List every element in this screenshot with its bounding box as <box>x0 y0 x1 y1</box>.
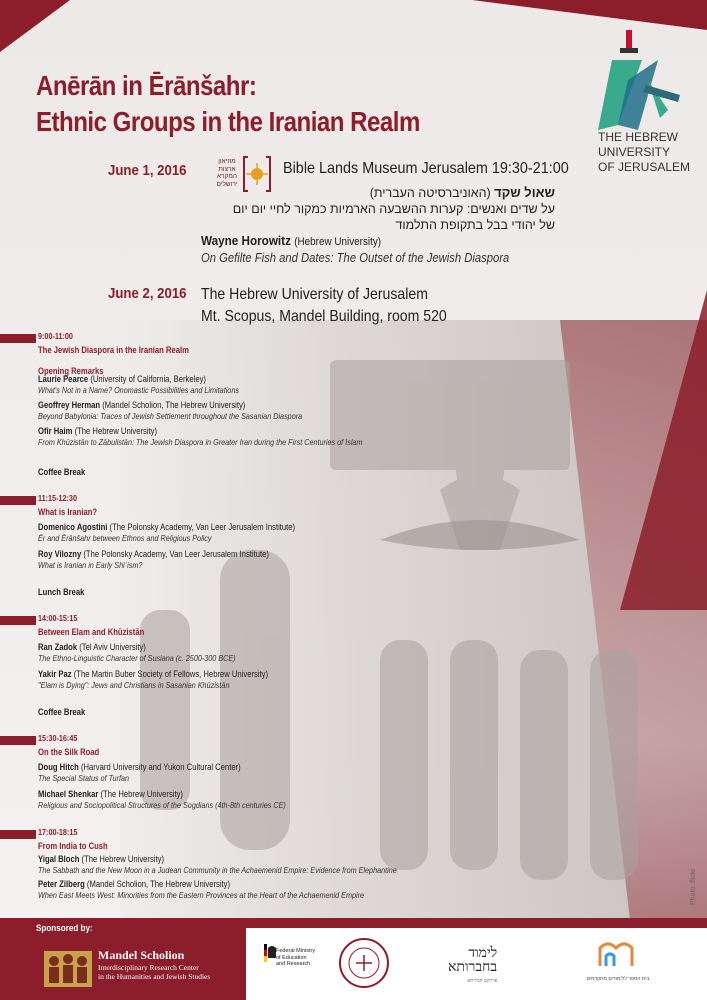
session-time: 17:00-18:15 <box>38 827 78 837</box>
day1-date: June 1, 2016 <box>108 162 187 179</box>
speaker-name: Domenico Agostini <box>38 522 108 532</box>
hebrew-university-name <box>598 130 690 175</box>
day1-venue: Bible Lands Museum Jerusalem 19:30-21:00 <box>283 160 569 177</box>
speaker <box>38 762 241 773</box>
corner-accent-left <box>0 0 70 52</box>
session-title: What is Iranian? <box>38 507 98 517</box>
day2-venue <box>201 284 447 328</box>
speaker <box>38 879 364 890</box>
speaker <box>38 549 269 560</box>
session-title: Between Elam and Khūzistān <box>38 627 145 637</box>
session-time: 11:15-12:30 <box>38 493 77 503</box>
speaker <box>38 789 286 800</box>
session-marker <box>0 496 36 505</box>
speaker <box>38 426 362 437</box>
photo-credit: Photo: flickr <box>690 868 697 905</box>
hebrew-talk-line-1: על שדים ואנשים: קערות ההשבעה הארמיות כמקור לחיי יום יום <box>232 202 555 216</box>
talk <box>38 854 397 876</box>
speaker-affiliation: (Harvard University and Yukon Cultural Center) <box>80 762 241 772</box>
speaker-name: Yakir Paz <box>38 669 72 679</box>
session-time: 9:00-11:00 <box>38 331 73 341</box>
speaker-affiliation: (Tel Aviv University) <box>79 642 146 652</box>
hu-line-2: UNIVERSITY <box>598 145 671 159</box>
hebrew-speaker-line <box>370 185 555 200</box>
mandel-name: Mandel Scholion <box>98 948 185 962</box>
session-time: 15:30-16:45 <box>38 733 78 743</box>
mandel-subtitle-1: Interdisciplinary Research Center <box>98 963 199 972</box>
speaker <box>38 669 268 680</box>
day1-affiliation: (Hebrew University) <box>294 236 382 248</box>
talk-title: "Elam is Dying": Jews and Christians in Sasanian Khūzistān <box>38 680 230 690</box>
hu-line-3: OF JERUSALEM <box>598 160 691 174</box>
title-line-2: Ethnic Groups in the Iranian Realm <box>36 106 420 137</box>
talk <box>38 400 302 422</box>
side-accent-band <box>540 290 707 610</box>
coffee-break: Coffee Break <box>38 707 86 717</box>
museum-logo-text: מוזיאון ארצות המקרא ירושלים <box>216 158 238 188</box>
session-marker <box>0 830 36 839</box>
coffee-break: Coffee Break <box>38 467 86 477</box>
speaker-name: Geoffrey Herman <box>38 400 101 410</box>
talk-title: Religious and Sociopolitical Structures of the Sogdians (4th-8th centuries CE) <box>38 800 286 810</box>
speaker <box>38 522 295 533</box>
speaker <box>38 400 302 411</box>
speaker-name: Roy Vilozny <box>38 549 82 559</box>
talk-title: The Ethno-Linguistic Character of Susiana (c. 2500-300 BCE) <box>38 653 236 663</box>
speaker-name: Doug Hitch <box>38 762 79 772</box>
talk-title: When East Meets West: Minorities from the Eastern Provinces at the Heart of the Achaemenid Empire <box>38 890 365 900</box>
talk-title: Ēr and Ērānšahr between Ethnos and Religious Policy <box>38 533 212 543</box>
talk <box>38 669 268 691</box>
mandel-scholion-logo <box>44 945 92 987</box>
day1-speaker: Wayne Horowitz <box>201 233 291 248</box>
day2-venue-line-2: Mt. Scopus, Mandel Building, room 520 <box>201 308 447 325</box>
talk-title: From Khūzistān to Zābulistān: The Jewish Diaspora in Greater Iran during the First Centuries of Islam <box>38 437 363 447</box>
advanced-studies-school-name: בית הספר ללימודים מתקדמים <box>586 976 650 982</box>
title-line-1: Anērān in Ērānšahr: <box>36 70 257 101</box>
speaker-affiliation: (The Martin Buber Society of Fellows, Hebrew University) <box>73 669 269 679</box>
talk <box>38 642 236 664</box>
day1-speaker-line <box>201 233 381 248</box>
speaker-affiliation: (University of California, Berkeley) <box>90 374 206 384</box>
limud-subtitle: פרויקט חברותא <box>467 979 498 984</box>
talk-title: What is Iranian in Early Shīʿism? <box>38 560 143 570</box>
lunch-break: Lunch Break <box>38 587 85 597</box>
talk <box>38 789 286 811</box>
speaker-affiliation: (Mandel Scholion, The Hebrew University) <box>102 400 246 410</box>
session-title: From India to Cush <box>38 841 108 851</box>
advanced-studies-school-logo <box>598 938 634 968</box>
hebrew-talk-line-2: של יהודי בבל בתקופת התלמוד <box>395 218 555 232</box>
speaker-affiliation: (Mandel Scholion, The Hebrew University) <box>86 879 231 889</box>
day1-talk-title: On Gefilte Fish and Dates: The Outset of the Jewish Diaspora <box>201 251 510 265</box>
speaker-name: Laurie Pearce <box>38 374 89 384</box>
session-marker <box>0 334 36 343</box>
speaker-affiliation: (The Hebrew University) <box>81 854 164 864</box>
speaker-affiliation: (The Hebrew University) <box>100 789 183 799</box>
speaker <box>38 642 236 653</box>
limud-line-2: בחברותא <box>448 960 498 975</box>
mandel-subtitle-2: in the Humanities and Jewish Studies <box>98 972 211 981</box>
hebrew-affiliation: (האוניברסיטה העברית) <box>369 186 491 200</box>
bmbf-line-2: of Education <box>276 954 307 961</box>
speaker-name: Peter Zilberg <box>38 879 85 889</box>
talk <box>38 879 364 901</box>
talk <box>38 522 295 544</box>
session-title: The Jewish Diaspora in the Iranian Realm <box>38 345 189 355</box>
bmbf-line-1: Federal Ministry <box>276 948 316 954</box>
talk <box>38 374 239 396</box>
day2-date: June 2, 2016 <box>108 285 187 302</box>
limud-bechavruta-logo <box>448 947 497 989</box>
martin-buber-society-seal <box>338 937 390 989</box>
speaker-name: Ofir Haim <box>38 426 73 436</box>
hebrew-speaker: שאול שקד <box>494 185 555 200</box>
speaker-name: Michael Shenkar <box>38 789 99 799</box>
bmbf-name <box>276 948 332 968</box>
talk <box>38 426 362 448</box>
bmbf-line-3: and Research <box>276 961 311 967</box>
talk <box>38 549 269 571</box>
session-time: 14:00-15:15 <box>38 613 78 623</box>
speaker <box>38 374 239 385</box>
opening-remarks-label: Opening Remarks <box>38 366 104 376</box>
talk-title: Beyond Babylonia: Traces of Jewish Settlement throughout the Sasanian Diaspora <box>38 411 303 421</box>
day2-venue-line-1: The Hebrew University of Jerusalem <box>201 286 428 303</box>
page-title <box>36 68 420 140</box>
talk <box>38 762 241 784</box>
sponsored-by-label: Sponsored by: <box>36 923 93 933</box>
mandel-scholion-name <box>98 948 210 981</box>
speaker-affiliation: (The Polonsky Academy, Van Leer Jerusalem Institute) <box>83 549 269 559</box>
speaker-affiliation: (The Hebrew University) <box>74 426 158 436</box>
talk-title: What's Not in a Name? Onomastic Possibilities and Limitations <box>38 385 239 395</box>
speaker <box>38 854 397 865</box>
speaker-affiliation: (The Polonsky Academy, Van Leer Jerusalem Institute) <box>109 522 296 532</box>
session-title: On the Silk Road <box>38 747 100 757</box>
talk-title: The Sabbath and the New Moon in a Judean Community in the Achaemenid Empire: Evidence from Elephantine <box>38 865 397 875</box>
hu-line-1: THE HEBREW <box>598 130 679 144</box>
speaker-name: Yigal Bloch <box>38 854 80 864</box>
talk-title: The Special Status of Turfan <box>38 773 130 783</box>
session-marker <box>0 736 36 745</box>
speaker-name: Ran Zadok <box>38 642 78 652</box>
limud-line-1: לימוד <box>468 946 498 961</box>
session-marker <box>0 616 36 625</box>
